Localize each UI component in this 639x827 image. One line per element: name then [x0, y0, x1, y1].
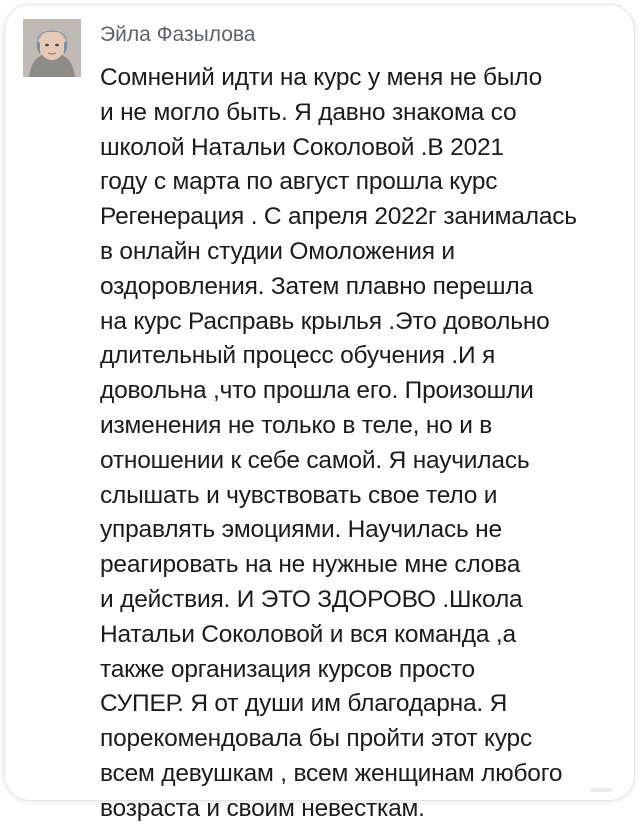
comment-line: Сомнений идти на курс у меня не было — [100, 64, 543, 91]
comment-line: оздоровления. Затем плавно перешла — [100, 272, 533, 300]
comment-line: на курс Расправь крылья .Это довольно — [100, 307, 550, 335]
comment-line: и действия. И ЭТО ЗДОРОВО .Школа — [100, 585, 523, 613]
comment-line: всем девушкам , всем женщинам любого — [100, 759, 563, 787]
avatar[interactable] — [23, 19, 81, 77]
comment-line: порекомендовала бы пройти этот курс — [100, 725, 533, 753]
comment-line: реагировать на не нужные мне слова — [100, 551, 521, 579]
comment-card — [4, 4, 635, 822]
comment-line: году с марта по август прошла курс — [100, 168, 498, 196]
comment-line: Натальи Соколовой и вся команда ,а — [100, 620, 516, 648]
comment-line: школой Натальи Соколовой .В 2021 — [100, 133, 504, 161]
comment-line: также организация курсов просто — [100, 655, 475, 683]
comment-line: отношении к себе самой. Я научилась — [100, 446, 530, 474]
comment-line: слышать и чувствовать свое тело и — [100, 481, 498, 509]
comment-line: и не могло быть. Я давно знакома со — [100, 98, 517, 126]
scroll-indicator — [590, 788, 612, 792]
comment-line: управлять эмоциями. Научилась не — [100, 516, 502, 544]
comment-line: довольна ,что прошла его. Произошли — [100, 377, 534, 405]
comment-line: длительный процесс обучения .И я — [100, 342, 496, 370]
comment-line: изменения не только в теле, но и в — [100, 411, 493, 439]
user-photo-icon — [23, 19, 81, 77]
comment-line: Регенерация . С апреля 2022г занималась — [100, 203, 577, 231]
comment-author[interactable]: Эйла Фазылова — [100, 23, 256, 46]
comment-line: в онлайн студии Омоложения и — [100, 237, 455, 265]
comment-text — [100, 61, 577, 827]
comment-line: возраста и своим невесткам. — [100, 794, 425, 822]
comment-line: СУПЕР. Я от души им благодарна. Я — [100, 690, 508, 718]
